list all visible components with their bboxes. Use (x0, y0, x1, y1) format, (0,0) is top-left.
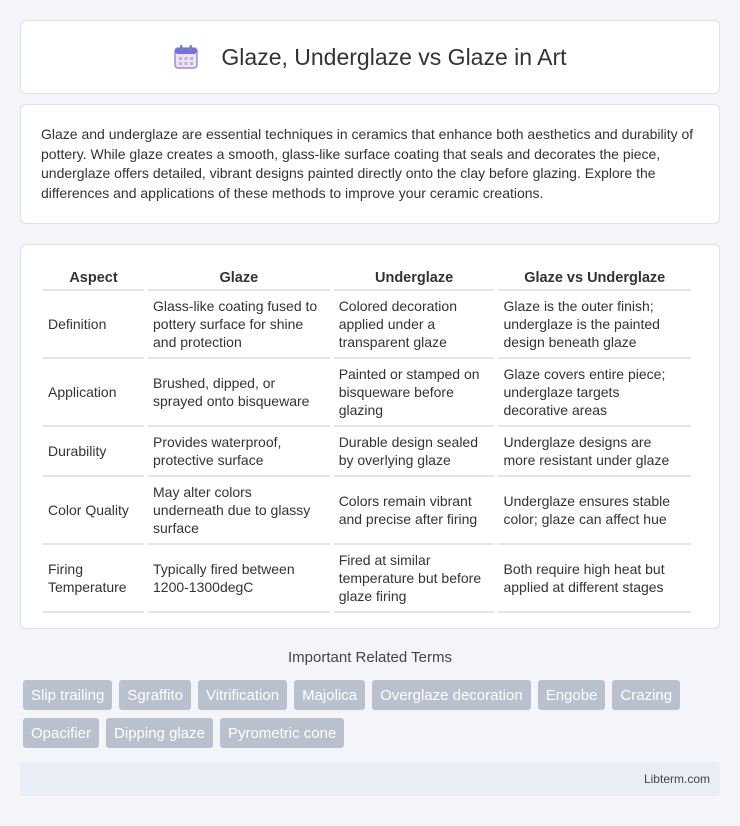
calendar-icon (173, 44, 199, 70)
header-underglaze: Underglaze (334, 265, 495, 291)
cell-glaze: Brushed, dipped, or sprayed onto bisqueware (148, 359, 330, 427)
cell-glaze: May alter colors underneath due to glassy surface (148, 477, 330, 545)
cell-underglaze: Fired at similar temperature but before glaze firing (334, 545, 495, 613)
tag-sgraffito[interactable]: Sgraffito (119, 680, 191, 710)
cell-comparison: Glaze covers entire piece; underglaze targets decorative areas (498, 359, 691, 427)
cell-glaze: Typically fired between 1200-1300degC (148, 545, 330, 613)
cell-aspect: Durability (43, 427, 144, 477)
cell-comparison: Underglaze ensures stable color; glaze can affect hue (498, 477, 691, 545)
cell-glaze: Provides waterproof, protective surface (148, 427, 330, 477)
footer (20, 762, 720, 796)
header-glaze: Glaze (148, 265, 330, 291)
header-comparison: Glaze vs Underglaze (498, 265, 691, 291)
cell-comparison: Underglaze designs are more resistant under glaze (498, 427, 691, 477)
page-title: Glaze, Underglaze vs Glaze in Art (221, 43, 567, 70)
tag-overglaze-decoration[interactable]: Overglaze decoration (372, 680, 531, 710)
table-header-row (43, 265, 691, 291)
comparison-card (20, 244, 720, 629)
tag-dipping-glaze[interactable]: Dipping glaze (106, 718, 213, 748)
cell-underglaze: Colors remain vibrant and precise after firing (334, 477, 495, 545)
tag-crazing[interactable]: Crazing (612, 680, 680, 710)
tag-opacifier[interactable]: Opacifier (23, 718, 99, 748)
footer-site-link[interactable]: Libterm.com (643, 772, 710, 786)
cell-comparison: Glaze is the outer finish; underglaze is the painted design beneath glaze (498, 291, 691, 359)
tag-vitrification[interactable]: Vitrification (198, 680, 287, 710)
intro-text: Glaze and underglaze are essential techniques in ceramics that enhance both aesthetics and durability of pottery. While glaze creates a smooth, glass-like surface coating that seals and decorates the piece, underglaze offers detailed, vibrant designs painted directly onto the clay before glazing. Explore the differences and applications of these methods to improve your ceramic creations. (41, 126, 694, 201)
cell-glaze: Glass-like coating fused to pottery surface for shine and protection (148, 291, 330, 359)
cell-aspect: Definition (43, 291, 144, 359)
cell-aspect: Color Quality (43, 477, 144, 545)
cell-underglaze: Durable design sealed by overlying glaze (334, 427, 495, 477)
table-row (43, 477, 691, 545)
intro-card (20, 104, 720, 224)
header-card (20, 20, 720, 94)
tag-engobe[interactable]: Engobe (538, 680, 606, 710)
comparison-table (39, 265, 695, 613)
table-row (43, 427, 691, 477)
related-terms-heading: Important Related Terms (288, 649, 452, 666)
header-aspect: Aspect (43, 265, 144, 291)
cell-aspect: Firing Temperature (43, 545, 144, 613)
cell-comparison: Both require high heat but applied at different stages (498, 545, 691, 613)
cell-underglaze: Colored decoration applied under a transparent glaze (334, 291, 495, 359)
tag-slip-trailing[interactable]: Slip trailing (23, 680, 112, 710)
cell-underglaze: Painted or stamped on bisqueware before glazing (334, 359, 495, 427)
tag-majolica[interactable]: Majolica (294, 680, 365, 710)
cell-aspect: Application (43, 359, 144, 427)
tag-pyrometric-cone[interactable]: Pyrometric cone (220, 718, 344, 748)
table-row (43, 545, 691, 613)
table-row (43, 359, 691, 427)
related-terms-list (23, 680, 723, 748)
table-row (43, 291, 691, 359)
